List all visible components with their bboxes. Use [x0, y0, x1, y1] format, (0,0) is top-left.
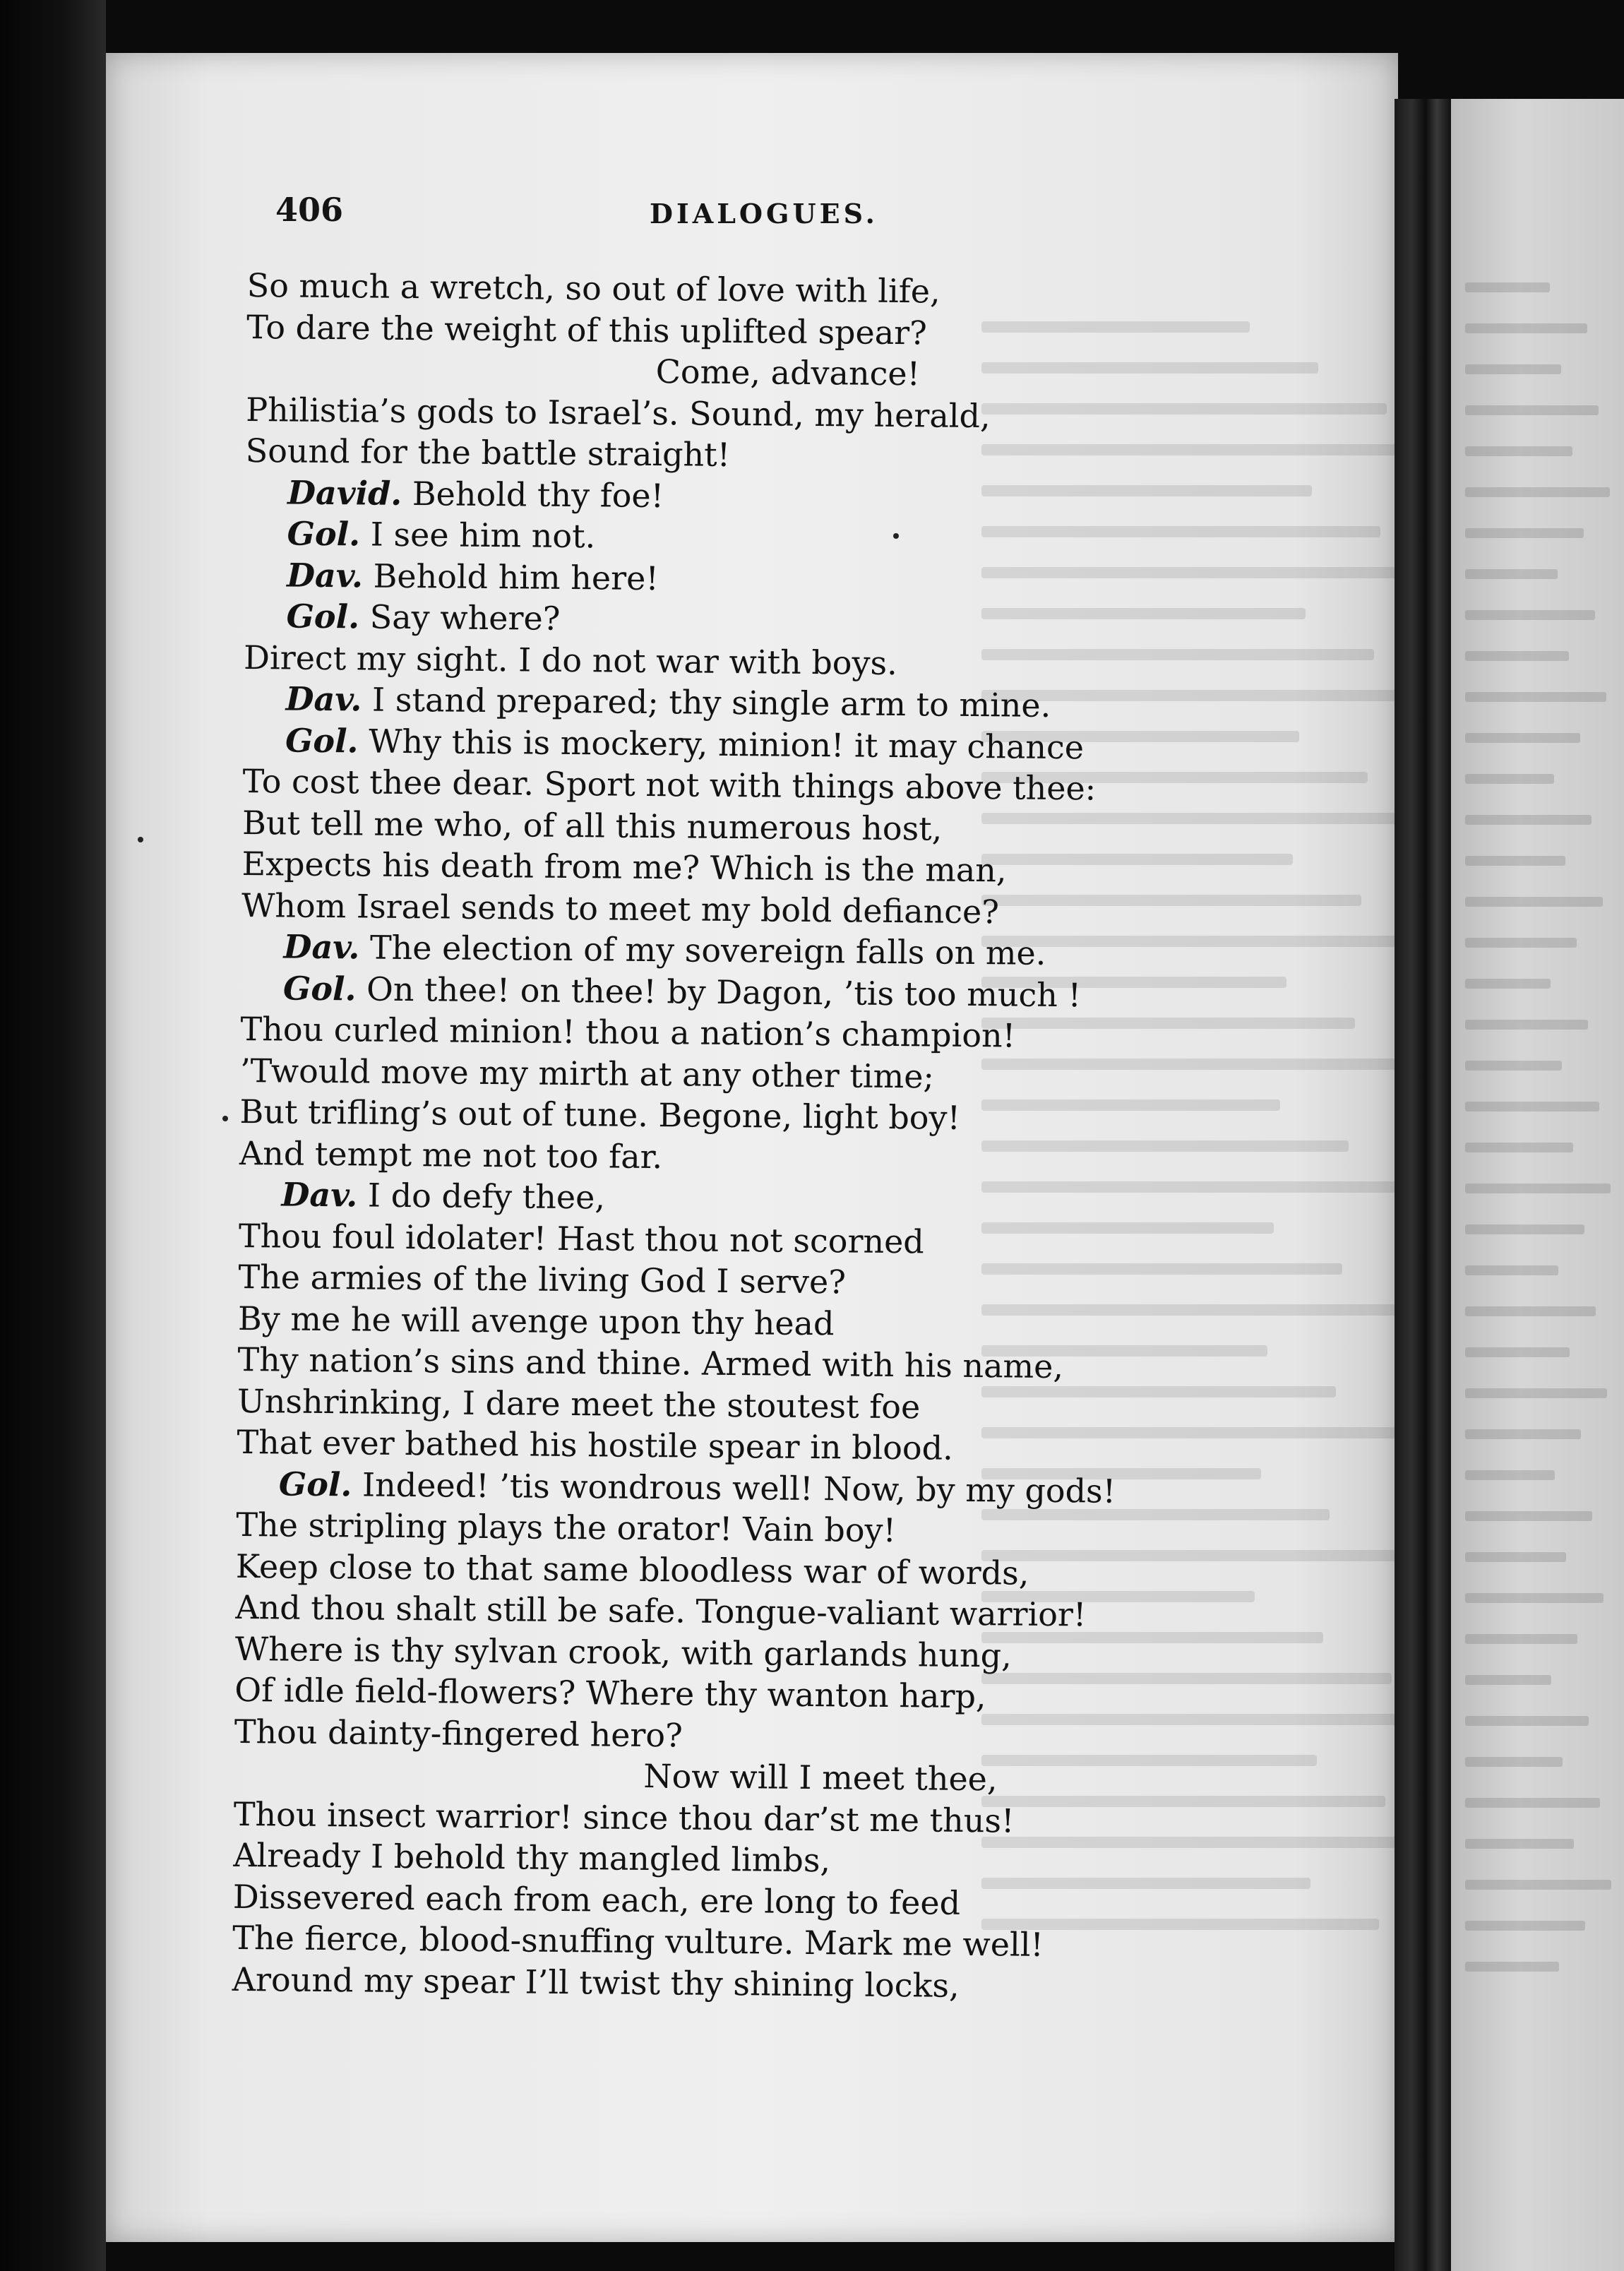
facing-page-ghost-line [1465, 1143, 1573, 1152]
verse-line: Dissevered each from each, ere long to feed [232, 1877, 961, 1922]
facing-page-ghost-line [1465, 1388, 1607, 1398]
facing-page-ghost-line [1465, 733, 1580, 743]
facing-page-ghost-line [1465, 1511, 1592, 1521]
book-spine [1395, 99, 1451, 2271]
verse-line: So much a wretch, so out of love with life, [246, 266, 941, 311]
verse-line: Now will I meet thee, [643, 1756, 998, 1799]
verse-line: Come, advance! [655, 352, 921, 393]
facing-page-ghost-line [1465, 1839, 1574, 1849]
facing-page-ghost-line [1465, 1265, 1558, 1275]
verse-line: The armies of the living God I serve? [238, 1257, 847, 1301]
facing-page-ghost-line [1465, 1061, 1562, 1071]
facing-page-ghost-line [1465, 569, 1558, 579]
verse-line: Already I behold thy mangled limbs, [233, 1835, 831, 1880]
verse-line: That ever bathed his hostile spear in blood. [237, 1422, 953, 1467]
verse-line: Direct my sight. I do not war with boys. [243, 638, 897, 682]
verse-line: Dav. I do defy thee, [281, 1175, 606, 1217]
facing-page-ghost-line [1465, 1880, 1611, 1890]
facing-page-ghost-line [1465, 1921, 1585, 1931]
verse-line: Unshrinking, I dare meet the stoutest foe [237, 1381, 921, 1426]
verse-line: By me he will avenge upon thy head [237, 1299, 835, 1342]
verse-line: Of idle field-flowers? Where thy wanton harp, [234, 1670, 986, 1716]
speaker-label: Gol. [286, 597, 360, 636]
facing-page-ghost-line [1465, 1020, 1588, 1030]
facing-page-ghost-line [1465, 1798, 1600, 1808]
verse-line: And tempt me not too far. [239, 1133, 663, 1176]
print-speck [222, 1116, 228, 1121]
speaker-label: Dav. [286, 556, 364, 595]
facing-page-ghost-line [1465, 1347, 1570, 1357]
facing-page-ghost-line [1465, 1675, 1551, 1685]
facing-page-ghost-line [1465, 897, 1603, 907]
facing-page-ghost-line [1465, 282, 1550, 292]
facing-page-ghost-line [1465, 446, 1572, 456]
verse-line: Whom Israel sends to meet my bold defiance? [241, 886, 1000, 931]
verse-line: And thou shalt still be safe. Tongue-valiant warrior! [235, 1587, 1087, 1634]
verse-line: But tell me who, of all this numerous host, [241, 803, 943, 848]
facing-page-ghost-line [1465, 1757, 1563, 1767]
speaker-label: Gol. [287, 514, 361, 554]
left-book-edge [0, 0, 106, 2271]
facing-page-ghost-line [1465, 856, 1565, 866]
verse-line: David. Behold thy foe! [287, 473, 664, 515]
verse-line: Gol. Why this is mockery, minion! it may chance [285, 720, 1085, 766]
facing-page-ghost-line [1465, 610, 1595, 620]
facing-page-ghost-line [1465, 1306, 1596, 1316]
verse-line: Around my spear I’ll twist thy shining locks, [232, 1960, 960, 2005]
verse-line: Keep close to that same bloodless war of words, [235, 1546, 1029, 1592]
facing-page-ghost-line [1465, 651, 1569, 661]
facing-page-ghost-line [1465, 1224, 1584, 1234]
verse-dialogue [232, 265, 1377, 2010]
speaker-label: Gol. [278, 1464, 352, 1503]
verse-line: The stripling plays the orator! Vain boy! [236, 1505, 897, 1550]
speaker-label: Gol. [282, 968, 357, 1008]
verse-line: Thou curled minion! thou a nation’s champion! [240, 1009, 1016, 1055]
print-speck [138, 837, 143, 842]
facing-page-ghost-line [1465, 1470, 1555, 1480]
verse-line: Sound for the battle straight! [245, 431, 731, 474]
verse-line: Dav. Behold him here! [286, 556, 659, 597]
verse-line: Thou dainty-fingered hero? [234, 1712, 683, 1754]
speaker-label: Gol. [285, 720, 359, 760]
verse-line: Dav. The election of my sovereign falls on me. [283, 927, 1046, 972]
verse-line: Gol. I see him not. [287, 514, 596, 556]
facing-page-ghost-line [1465, 692, 1606, 702]
page-number: 406 [275, 191, 344, 229]
facing-page-ghost-line [1465, 1102, 1599, 1111]
verse-line: To dare the weight of this uplifted spear? [246, 307, 928, 352]
facing-page-ghost-line [1465, 815, 1592, 825]
verse-line: Gol. On thee! on thee! by Dagon, ’tis too much ! [282, 968, 1082, 1014]
verse-line: Gol. Indeed! ’tis wondrous well! Now, by my gods! [278, 1464, 1116, 1510]
verse-line: Where is thy sylvan crook, with garlands hung, [234, 1629, 1013, 1675]
facing-page-ghost-line [1465, 1962, 1559, 1972]
verse-line: Thou foul idolater! Hast thou not scorned [238, 1216, 925, 1260]
facing-page-ghost-line [1465, 528, 1584, 538]
facing-page-ghost-line [1465, 487, 1610, 497]
verse-line: Philistia’s gods to Israel’s. Sound, my herald, [245, 390, 991, 435]
speaker-label: Dav. [283, 927, 360, 967]
facing-page-ghost-line [1465, 1552, 1566, 1562]
running-head [275, 191, 1335, 240]
running-title: DIALOGUES. [650, 198, 878, 230]
speaker-label: Dav. [285, 679, 362, 719]
verse-line: Thy nation’s sins and thine. Armed with his name, [237, 1340, 1064, 1386]
verse-line: Gol. Say where? [286, 597, 561, 638]
facing-page-ghost-line [1465, 1716, 1589, 1726]
speaker-label: Dav. [281, 1175, 358, 1215]
facing-page-ghost-line [1465, 1429, 1581, 1439]
facing-page-ghost-line [1465, 323, 1587, 333]
facing-page-ghost-line [1465, 1634, 1577, 1644]
verse-line: But trifling’s out of tune. Begone, light boy! [239, 1092, 961, 1137]
print-speck [893, 533, 899, 539]
verse-line: ’Twould move my mirth at any other time; [239, 1051, 935, 1096]
facing-page-ghost-line [1465, 774, 1554, 784]
verse-line: To cost thee dear. Sport not with things above thee: [242, 761, 1097, 808]
verse-line: Dav. I stand prepared; thy single arm to mine. [285, 679, 1051, 725]
speaker-label: David. [287, 473, 402, 513]
verse-line: Expects his death from me? Which is the man, [241, 844, 1007, 890]
facing-page-ghost-line [1465, 1184, 1611, 1193]
verse-line: Thou insect warrior! since thou dar’st me thus! [233, 1794, 1015, 1840]
facing-page-ghost-line [1465, 405, 1599, 415]
facing-page-edge [1451, 99, 1624, 2271]
facing-page-ghost-line [1465, 938, 1577, 948]
facing-page-ghost-line [1465, 979, 1551, 989]
verse-line: The fierce, blood-snuffing vulture. Mark me well! [232, 1918, 1044, 1964]
facing-page-ghost-line [1465, 364, 1561, 374]
facing-page-ghost-line [1465, 1593, 1604, 1603]
